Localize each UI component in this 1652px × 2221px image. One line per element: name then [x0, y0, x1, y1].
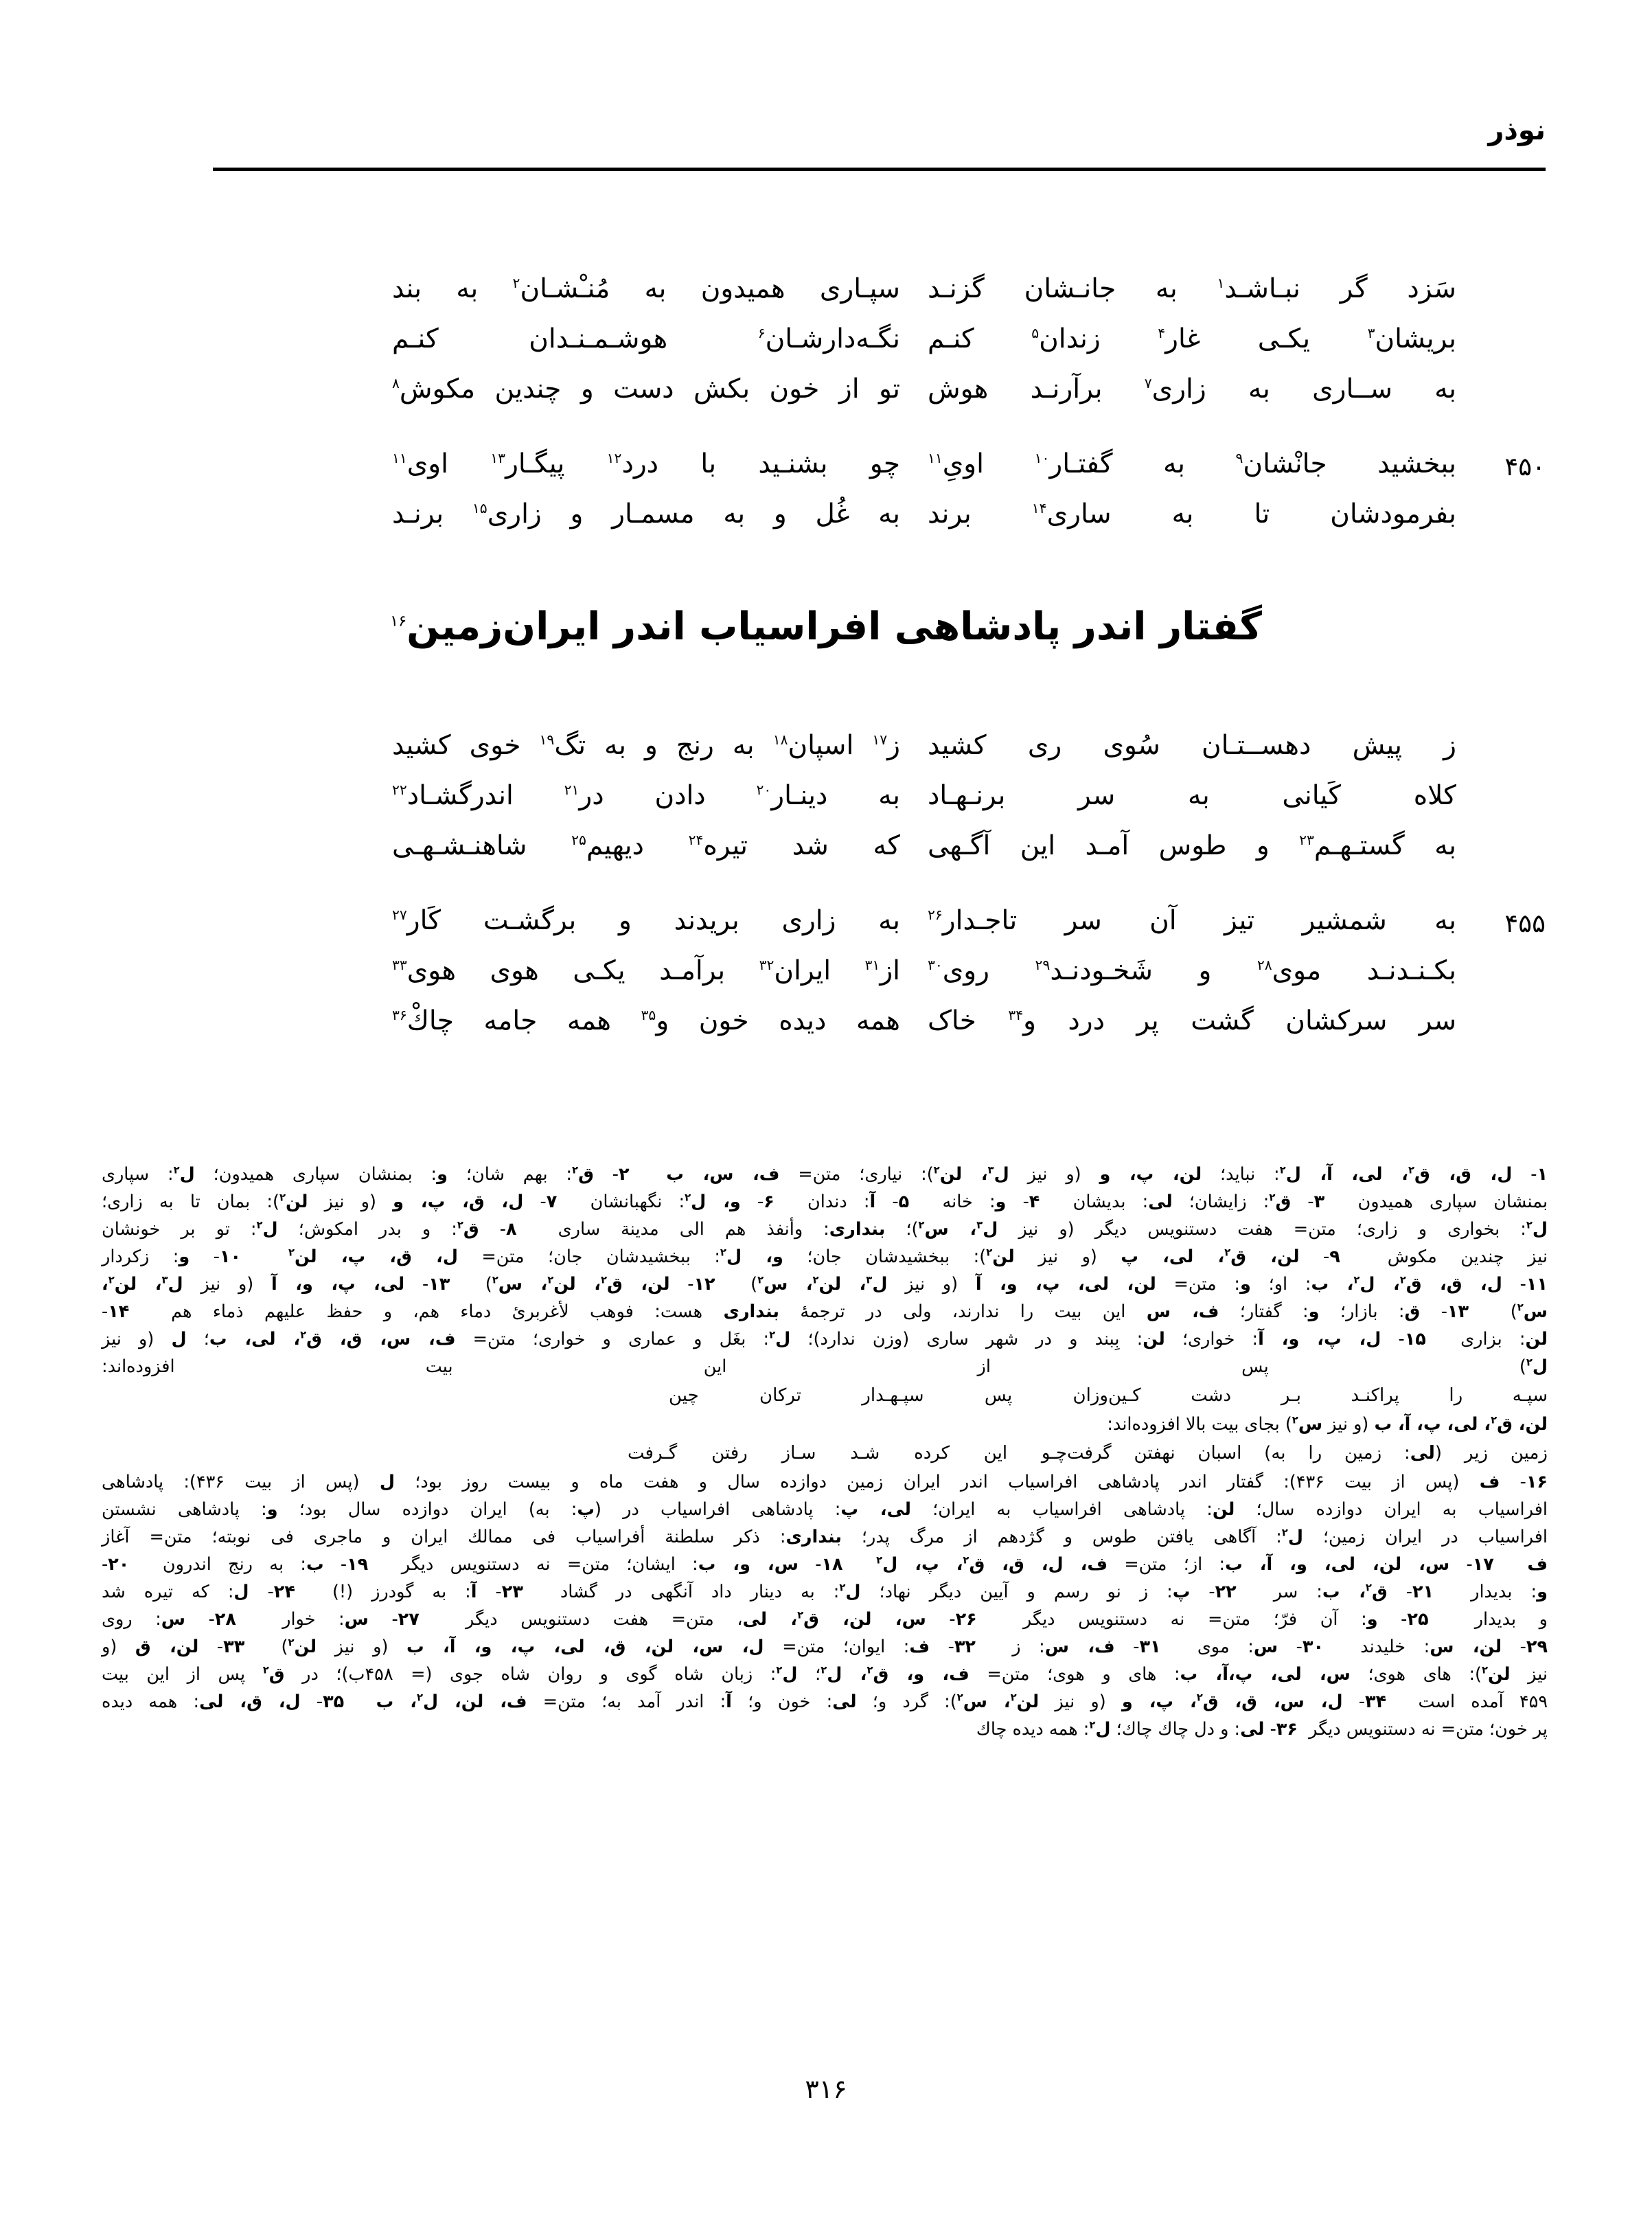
hemistich-first: سر سرکشان گشت پر درد و$^{۳۴}$ خاک: [928, 1005, 1457, 1036]
hemistich-second: ز$^{۱۷}$ اسپان$^{۱۸}$ به رنج و به تگ$^{۱۹}$ خوی کشید: [392, 730, 901, 761]
apparatus-line: ل$^۲$: بخواری و زاری؛ متن= هفت دستنویس دیگر (و نیز ل$^۳$، س$^۲$)؛ بنداری: وأنفذ هم الی مدینة ساری ۸- ق$^۲$: و بدر امكوش؛ ل$^۲$: تو بر خونشان: [102, 1219, 1548, 1240]
apparatus-line: ۱- ل، ق، ق$^۲$، لی، آ، ل$^۲$: نباید؛ لن، پ، و (و نیز ل$^۳$، لن$^۲$): نیاری؛ متن= ف، س، ب ۲- ق$^۲$: بهم شان؛ و: بمنشان سپاری همیدون؛ ل$^۲$: سپاری: [102, 1164, 1548, 1185]
hemistich-second: چو بشنـید با درد$^{۱۲}$ پیگـار$^{۱۳}$ اوی$^{۱۱}$: [392, 448, 900, 479]
hemistich-second: به دینـار$^{۲۰}$ دادن در$^{۲۱}$ اندرگشـاد$^{۲۲}$: [392, 780, 900, 811]
apparatus-line: پر خون؛ متن= نه دستنویس دیگر ۳۶- لی: و دل چاك چاك؛ ل$^۲$: همه دیده چاك: [976, 1719, 1548, 1740]
hemistich-second: سپـاری همیدون به مُنـْشـان$^۲$ به بند: [392, 273, 900, 304]
hemistich-first: به گستـهـم$^{۲۳}$ و طوس آمـد این آگـهی: [928, 830, 1456, 861]
apparatus-line: ۱۶- ف (پس از بیت ۴۳۶): گفتار اندر پادشاهی افراسیاب اندر ایران زمین دوازده سال و هفت ماه و بیست روز بود؛ ل (پس از بیت ۴۳۶): پادشاهی: [102, 1472, 1548, 1492]
critical-apparatus: [102, 1161, 1548, 1743]
hemistich-second: تو از خون بکش دست و چندین مکوش$^۸$: [392, 374, 900, 405]
apparatus-line: س$^۲$) ۱۳- ق: بازار؛ و: گفتار؛ ف، س این بیت را ندارند، ولی در ترجمهٔ بنداری هست: فوهب لأغربرئ دماء هم، و حفظ علیهم ذماء هم ۱۴-: [102, 1301, 1548, 1322]
header-rule: [213, 168, 1546, 171]
apparatus-line: ۱۱- ل، ق، ق$^۲$، ل$^۲$، ب: او؛ و: متن= لن، لی، پ، و، آ (و نیز ل$^۳$، لن$^۲$، س$^۲$) ۱۲- لن، ق$^۲$، لن$^۲$، س$^۲$) ۱۳- لی، پ، و، آ (و نیز ل$^۳$، لن$^۲$،: [102, 1274, 1548, 1295]
section-heading-note: ۱۶: [390, 612, 407, 630]
verse-line: [206, 497, 1546, 547]
hemistich-second: که شد تیره$^{۲۴}$ دیهیم$^{۲۵}$ شاهنـشـهـی: [392, 830, 900, 861]
apparatus-line: لن: بزاری ۱۵- ل، پ، و، آ: خواری؛ لن: بِبند و در شهر ساری (وزن ندارد)؛ ل$^۲$: بغَل و عماری و خواری؛ متن= ف، س، ق، ق$^۲$، لی، ب؛ ل (و نیز: [102, 1329, 1548, 1349]
apparatus-line: افراسیاب در ایران زمین؛ ل$^۲$: آگاهی یافتن طوس و گژدهم از مرگ پدر؛ بنداری: ذکر سلطنة أفراسیاب فی ممالك ایران و ماجری فی نوبته؛ متن= آغاز: [102, 1527, 1548, 1547]
apparatus-line: و: بدیدار ۲۱- ق$^۲$، ب: سر ۲۲- پ: ز نو رسم و آیین دیگر نهاد؛ ل$^۲$: به دینار داد آنگهی در گشاد ۲۳- آ: به گودرز (!) ۲۴- ل: که تیره شد: [102, 1582, 1548, 1602]
apparatus-line: نیز لن$^۲$): های هوی؛ س، لی، پ،آ، ب: های و هوی؛ متن= ف، و، ق$^۲$، ل$^۲$؛ ل$^۲$: زبان شاه گوی و روان شاه جوی (= ۴۵۸ب)؛ در ق$^۲$ پس از این بیت: [102, 1664, 1548, 1685]
verse-line: [206, 903, 1546, 953]
verse-line: [206, 372, 1546, 422]
apparatus-inset-verse: سپـه را پراکنـد بـر دشت کـینوزان پس سپـهـدار ترکان چین: [669, 1385, 1548, 1406]
verse-line: [206, 778, 1546, 828]
section-heading-text: گفتار اندر پادشاهی افراسیاب اندر ایران‌زمین$^{۱۶}$: [390, 604, 1262, 649]
apparatus-line: ف ۱۷- س، لن، لی، و، آ، ب: از؛ متن= ف، ل، ق، ق$^۲$، پ، ل$^۲$ ۱۸- س، و، ب: ایشان؛ متن= نه دستنویس دیگر ۱۹- ب: به رنج اندرون ۲۰-: [102, 1554, 1548, 1575]
verse-line: [206, 953, 1546, 1003]
hemistich-first: ببخشید جانْشان$^۹$ به گفتـار$^{۱۰}$ اوىِ$^{۱۱}$: [928, 448, 1457, 479]
verse-line: [206, 446, 1546, 497]
verse-number: ۴۵۰: [1504, 452, 1546, 481]
hemistich-second: به زاری بریدند و برگشـت کَار$^{۲۷}$: [392, 905, 900, 936]
hemistich-first: بکـنـدنـد موی$^{۲۸}$ و شَخـودنـد$^{۲۹}$ روی$^{۳۰}$: [928, 955, 1456, 986]
apparatus-line: ل$^۲$) پس از این بیت افزوده‌اند:: [102, 1356, 1548, 1377]
apparatus-line: نیز چندین مکوش ۹- لن، ق$^۲$، لی، پ (و نیز لن$^۲$): ببخشیدشان جان؛ و، ل$^۲$: ببخشیدشان جان؛ متن= ل، ق، پ، لن$^۲$ ۱۰- و: زکردار: [102, 1246, 1548, 1267]
hemistich-first: بریشان$^۳$ یکـی غار$^۴$ زندان$^۵$ کنـم: [928, 323, 1456, 354]
hemistich-first: سَزد گر نبـاشـد$^۱$ به جانـشان گزنـد: [928, 273, 1456, 304]
verse-block-one: [206, 271, 1546, 547]
apparatus-inset-attribution: لن، ق$^۲$، لی، پ، آ، ب (و نیز س$^۲$) بجای بیت بالا افزوده‌اند:: [1107, 1414, 1548, 1435]
apparatus-line: بمنشان سپاری همیدون ۳- ق$^۲$: زایشان؛ لی: بدیشان ۴- و: خانه ۵- آ: دندان ۶- و، ل$^۲$: نگهبانشان ۷- ل، ق، پ، و (و نیز لن$^۲$): بمان تا به زاری؛: [102, 1192, 1548, 1212]
apparatus-line: ۲۹- لن، س: خلیدند ۳۰- س: موی ۳۱- ف، س: ز ۳۲- ف: ایوان؛ متن= ل، س، لن، ق، لی، پ، و، آ، ب (و نیز لن$^۲$) ۳۳- لن، ق (و: [102, 1637, 1548, 1657]
hemistich-second: همه دیده خون و$^{۳۵}$ همه جامه چاكْ$^{۳۶}$: [392, 1005, 900, 1036]
verse-number: ۴۵۵: [1504, 909, 1546, 938]
verse-line: [206, 728, 1546, 778]
verse-line: [206, 271, 1546, 321]
apparatus-line: و بدیدار ۲۵- و: آن فرّ؛ متن= نه دستنویس دیگر ۲۶- س، لن، ق$^۲$، لی، متن= هفت دستنویس دیگر ۲۷- س: خوار ۲۸- س: روی: [102, 1609, 1548, 1630]
verse-line: [206, 1003, 1546, 1053]
hemistich-second: به غُل و به مسمـار و زاری$^{۱۵}$ برنـد: [392, 499, 900, 529]
hemistich-second: از$^{۳۱}$ ایران$^{۳۲}$ برآمـد یکـی هوی هوی$^{۳۳}$: [392, 955, 900, 986]
hemistich-first: بفرمودشان تا به ساری$^{۱۴}$ برند: [928, 499, 1456, 529]
running-head: [213, 117, 1546, 172]
hemistich-first: به شمشیر تیز آن سر تاجـدار$^{۲۶}$: [928, 905, 1456, 936]
apparatus-line: افراسیاب به ایران دوازده سال؛ لن: پادشاهی افراسیاب به ایران؛ لی، پ: پادشاهی افراسیاب در (پ: به) ایران دوازده سال بود؛ و: پادشاهی نشستن: [102, 1499, 1548, 1520]
running-head-title: نوذر: [1488, 115, 1546, 146]
hemistich-first: ز پیش دهســتـان سُوی ری کشید: [928, 730, 1456, 761]
folio-number: ۳۱۶: [805, 2074, 847, 2104]
apparatus-line: ۴۵۹ آمده است ۳۴- ل، س، ق، ق$^۲$، پ، و (و نیز لن$^۲$، س$^۲$): گرد و؛ لی: خون و؛ آ: اندر آمد به؛ متن= ف، لن، ل$^۲$، ب ۳۵- ل، ق، لی: همه دیده: [102, 1692, 1548, 1712]
verse-line: [206, 828, 1546, 878]
apparatus-inset-verse: زمین زیر (لی: زمین را به) اسبان نهفتن گرفتچـو این کرده شـد سـاز رفتن گـرفت: [628, 1443, 1548, 1463]
verse-line: [206, 321, 1546, 372]
hemistich-first: کلاه کَیانی به سر برنـهـاد: [928, 780, 1456, 811]
hemistich-second: نگـه‌دارشـان$^۶$ هوشـمـنـدان کنـم: [392, 323, 900, 354]
verse-block-two: [206, 728, 1546, 1053]
hemistich-first: به ســاری به زاری$^۷$ برآرنـد هوش: [928, 374, 1456, 405]
